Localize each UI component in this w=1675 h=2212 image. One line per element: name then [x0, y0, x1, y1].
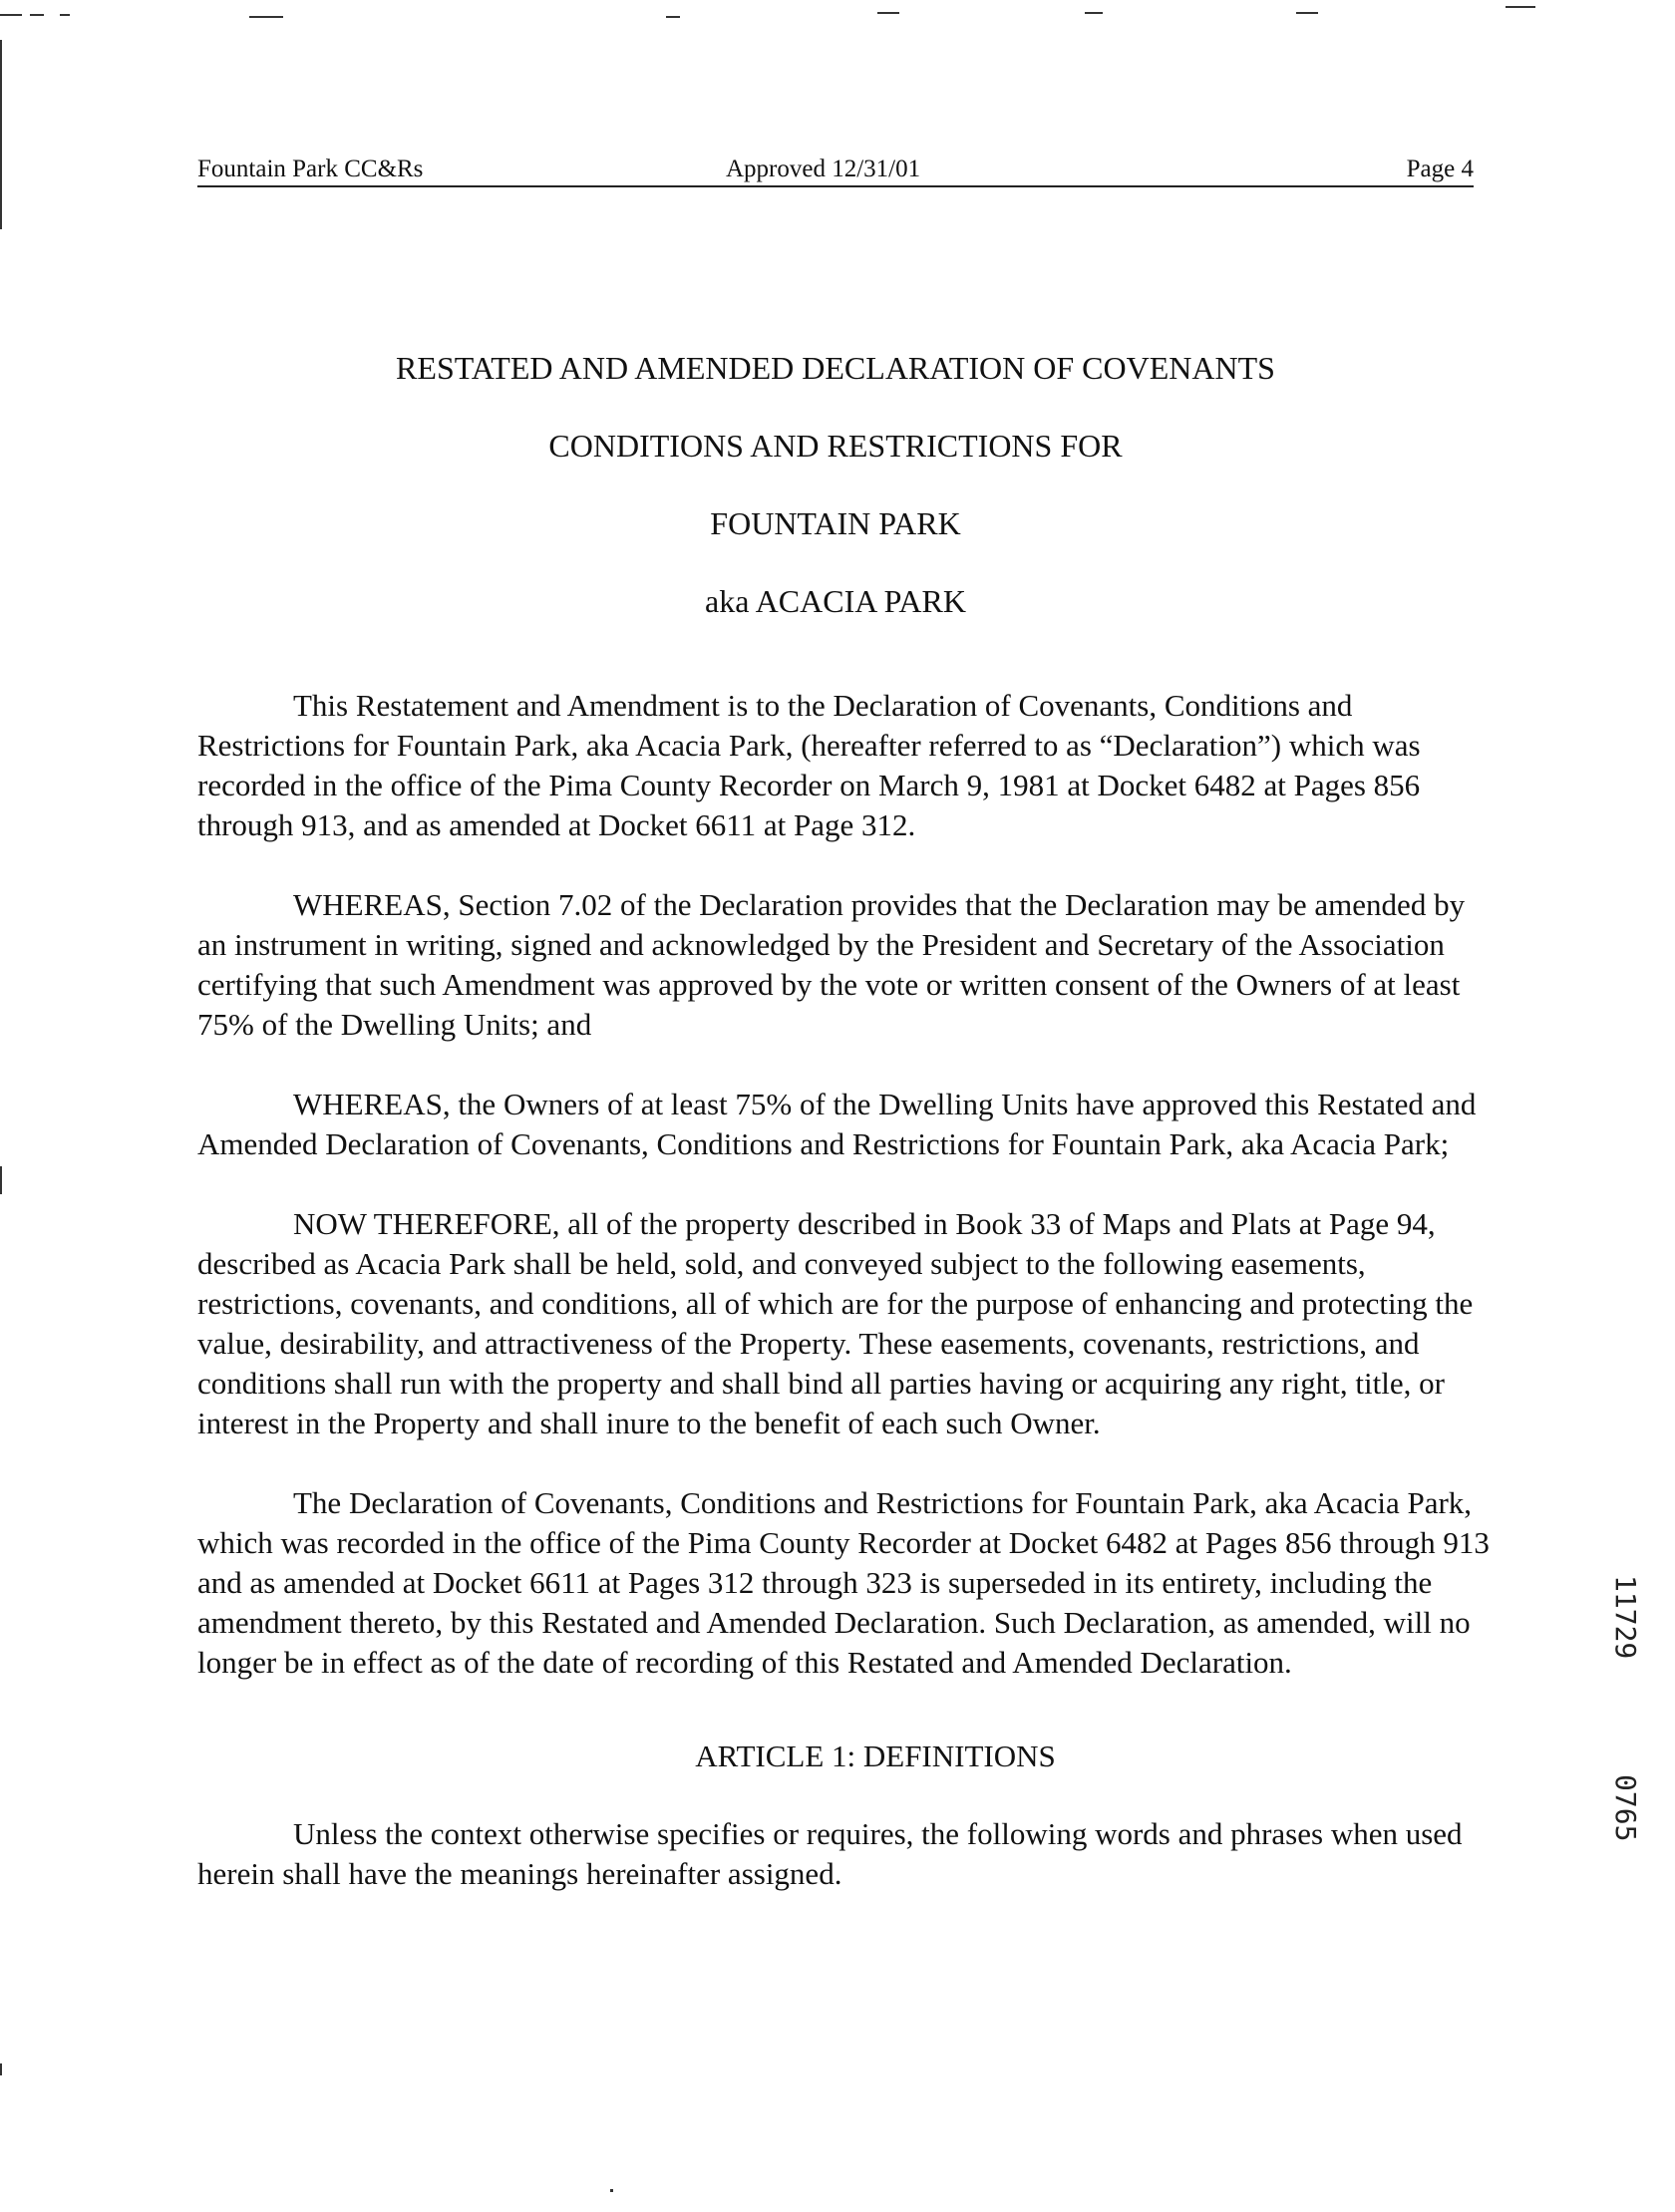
- document-body: [197, 686, 1494, 1934]
- article-heading: ARTICLE 1: DEFINITIONS: [695, 1738, 1056, 1773]
- scan-artifact-top-4: [249, 16, 283, 18]
- page-header: [197, 152, 1474, 187]
- recorder-stamp-lower: [1609, 1774, 1642, 1842]
- recorder-stamp-upper: [1609, 1575, 1642, 1660]
- header-approval-date: Approved 12/31/01: [726, 156, 921, 182]
- scan-artifact-top-1: [0, 14, 22, 16]
- title-line-4: aka ACACIA PARK: [705, 583, 966, 619]
- recorder-stamp-upper-text: 11729: [1609, 1575, 1642, 1660]
- scan-artifact-top-7: [1085, 12, 1103, 14]
- header-rule: [197, 185, 1474, 187]
- paragraph-superseded: The Declaration of Covenants, Conditions and Restrictions for Fountain Park, aka Acacia Park, which was recorded in the office of the Pima County Recorder at Docket 6482 at Pages 856 through 913 and as amended at Docket 6611 at Pages 312 through 323 is superseded in its entirety, including the amendment thereto, by this Restated and Amended Declaration. Such Declaration, as amended, will no longer be in effect as of the date of recording of this Restated and Amended Declaration.: [197, 1485, 1490, 1680]
- scan-artifact-top-5: [666, 16, 680, 18]
- recorder-stamp-lower-text: 0765: [1609, 1774, 1642, 1842]
- paragraph-restatement: This Restatement and Amendment is to the Declaration of Covenants, Conditions and Restrictions for Fountain Park, aka Acacia Park, (hereafter referred to as “Declaration”) which was recorded in the office of the Pima County Recorder on March 9, 1981 at Docket 6482 at Pages 856 through 913, and as amended at Docket 6611 at Page 312.: [197, 688, 1421, 842]
- title-line-1: RESTATED AND AMENDED DECLARATION OF COVENANTS: [396, 350, 1275, 386]
- scan-artifact-top-6: [877, 12, 899, 14]
- scan-artifact-left-edge-1: [0, 40, 2, 229]
- header-page-number: Page 4: [1406, 156, 1474, 182]
- scan-artifact-left-edge-3: [0, 2063, 2, 2075]
- paragraph-now-therefore: NOW THEREFORE, all of the property described in Book 33 of Maps and Plats at Page 94, described as Acacia Park shall be held, sold, and conveyed subject to the following easements, restrictions, covenants, and conditions, all of which are for the purpose of enhancing and protecting the value, desirability, and attractiveness of the Property. These easements, covenants, restrictions, and conditions shall run with the property and shall bind all parties having or acquiring any right, title, or interest in the Property and shall inure to the benefit of each such Owner.: [197, 1206, 1474, 1440]
- header-document-name: Fountain Park CC&Rs: [197, 156, 424, 182]
- document-title: [197, 329, 1474, 640]
- title-line-2: CONDITIONS AND RESTRICTIONS FOR: [548, 428, 1123, 464]
- paragraph-definitions-intro: Unless the context otherwise specifies or requires, the following words and phrases when used herein shall have the meanings hereinafter assigned.: [197, 1816, 1463, 1891]
- scan-artifact-bottom-dot: [610, 2189, 613, 2192]
- title-line-3: FOUNTAIN PARK: [710, 505, 961, 541]
- scan-artifact-top-8: [1296, 12, 1318, 14]
- scan-artifact-top-2: [30, 14, 44, 16]
- paragraph-whereas-section: WHEREAS, Section 7.02 of the Declaration provides that the Declaration may be amended by an instrument in writing, signed and acknowledged by the President and Secretary of the Association certifying that such Amendment was approved by the vote or written consent of the Owners of at least 75% of the Dwelling Units; and: [197, 887, 1466, 1042]
- scan-artifact-top-9: [1506, 6, 1535, 8]
- scan-artifact-top-3: [60, 14, 70, 16]
- scan-artifact-left-edge-2: [0, 1166, 2, 1194]
- paragraph-whereas-owners: WHEREAS, the Owners of at least 75% of the Dwelling Units have approved this Restated and Amended Declaration of Covenants, Conditions and Restrictions for Fountain Park, aka Acacia Park;: [197, 1087, 1477, 1161]
